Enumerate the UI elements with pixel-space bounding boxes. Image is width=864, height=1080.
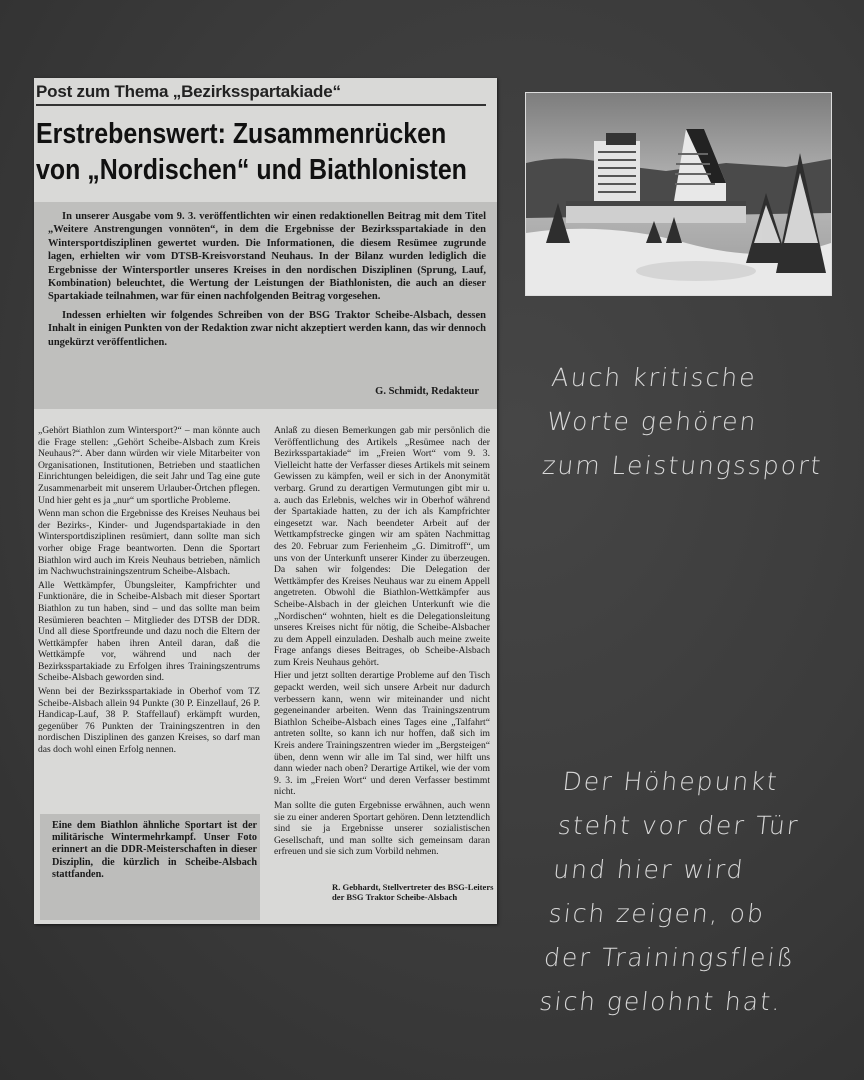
handwritten-note-2 — [537, 760, 864, 1024]
body-paragraph: Wenn man schon die Ergebnisse des Kreises Neuhaus bei der Bezirks-, Kinder- und Jugendspartakiade in den Wintersportdisziplinen resümiert, dann sollte man sich vorher obige Frage beantworten. Denn die Sportart Biathlon wird auch im Kreis Neuhaus betrieben, nämlich im Nachwuchstrainingszentrum Scheibe-Alsbach. — [38, 508, 260, 578]
handwritten-line: Auch kritische — [550, 363, 759, 392]
handwritten-line: der Trainingsfleiß — [542, 943, 797, 972]
body-paragraph: Wenn bei der Bezirksspartakiade in Oberhof vom TZ Scheibe-Alsbach allein 94 Punkte (30 P. Einzellauf, 26 P. Handicap-Lauf, 38 P. Staffellauf) erkämpft wurden, gegenüber 76 Punkten der Trainingszentren in den nordischen Disziplinen des ganzen Kreises, so darf man das doch wohl einen Erfolg nennen. — [38, 686, 260, 756]
handwritten-line: sich zeigen, ob — [547, 899, 767, 928]
article-intro — [48, 210, 486, 354]
handwritten-note-1 — [540, 356, 864, 488]
body-paragraph: Alle Wettkämpfer, Übungsleiter, Kampfrichter und Funktionäre, die in Scheibe-Alsbach mit dieser Sportart Biathlon zu tun haben, sind – und das sollte man beim Resümieren beachten – Mitglieder des DTSB der DDR. Und all diese Sportfreunde und dazu noch die Eltern der Wettkämpfer haben ihren Anteil daran, daß die Wettkämpfe vor, während und nach der Bezirksspartakiade zu Erfolgen ihres Trainingszentrums Scheibe-Alsbach geworden sind. — [38, 579, 260, 684]
article-column-right — [274, 425, 490, 860]
headline-line-2: von „Nordischen“ und Biathlonisten — [36, 154, 467, 186]
headline-line-1: Erstrebenswert: Zusammenrücken — [36, 118, 447, 150]
handwritten-line: zum Leistungssport — [540, 451, 824, 480]
intro-paragraph: In unserer Ausgabe vom 9. 3. veröffentlichten wir einen redaktionellen Beitrag mit dem Titel „Weitere Anstrengungen vonnöten“, in dem die Ergebnisse der Bezirksspartakiade in den Wintersportdisziplinen gewertet wurden. Die Informationen, die diesem Resümee zugrunde lagen, erhielten wir vom DTSB-Kreisvorstand Neuhaus. In der Bilanz wurden lediglich die Ergebnisse der Wintersportler unseres Kreises in den nordischen Disziplinen (Sprung, Lauf, Kombination) beleuchtet, die Wertung der Leistungen der Biathlonisten, die auch an dieser Spartakiade teilnahmen, war für einen nachfolgenden Beitrag vorgesehen. — [48, 211, 486, 303]
author-signature: R. Gebhardt, Stellvertreter des BSG-Leiters der BSG Traktor Scheibe-Alsbach — [332, 882, 494, 902]
body-paragraph: Hier und jetzt sollten derartige Probleme auf den Tisch gepackt werden, weil sich unsere Arbeit nur dadurch verbessern kann, wenn wir miteinander und nicht gegeneinander arbeiten. Wenn das Trainingszentrum Biathlon Scheibe-Alsbach eines Tages eine „Talfahrt“ antreten sollte, so kann ich nur hoffen, daß sich im Kreis andere Trainingszentren wieder im „Bergsteigen“ üben, denn wenn wir alle im Tal sind, wer hilft uns dann wieder nach oben? Derartige Artikel, wie der vom 9. 3. im „Freien Wort“ und deren Verfasser bestimmt nicht. — [274, 670, 490, 798]
newspaper-clipping — [34, 78, 497, 924]
handwritten-line: sich gelohnt hat. — [537, 987, 784, 1016]
handwritten-line: und hier wird — [551, 855, 746, 884]
article-headline — [36, 116, 467, 188]
body-paragraph: „Gehört Biathlon zum Wintersport?“ – man könnte auch die Frage stellen: „Gehört Scheibe-Alsbach zum Kreis Neuhaus?“. Aber dann würden wir viele Mitarbeiter von Organisationen, Institutionen, Betrieben und staatlichen Einrichtungen beleidigen, die seit Jahr und Tag eine gute Zusammenarbeit mit unserem Urlauber-Örtchen pflegen. Und hier geht es ja „nur“ um sportliche Probleme. — [38, 425, 260, 506]
handwritten-line: Der Höhepunkt — [561, 767, 781, 796]
editor-signature: G. Schmidt, Redakteur — [375, 386, 479, 397]
body-paragraph: Man sollte die guten Ergebnisse erwähnen, auch wenn sie zu einer anderen Sportart gehören. Denn letztendlich sind sie ja Ergebnisse unserer sozialistischen Gesellschaft, und man sollte sich gemeinsam daran erfreuen und sie sich zum Vorbild nehmen. — [274, 800, 490, 858]
body-paragraph: Anlaß zu diesen Bemerkungen gab mir persönlich die Veröffentlichung des Artikels „Resümee nach der Bezirksspartakiade“ im „Freien Wort“ vom 9. 3. Vielleicht hatte der Verfasser dieses Artikels mit seinem Gewissen zu kämpfen, weil er sich in der Anonymität verbarg. Grund zu derartigen Vermutungen gibt mir u. a. auch das Erlebnis, welches wir in Oberhof während der Spartakiade hatten, zu der ich als Kampfrichter eingesetzt war. Nach beendeter Arbeit auf der Wettkampfstrecke gingen wir am späten Nachmittag des 20. Februar zum Ferienheim „G. Dimitroff“, um uns von der Unterkunft unserer Kinder zu überzeugen. Da sahen wir folgendes: Die Delegation der Wettkämpfer des Kreises Neuhaus war zu einem Appell angetreten. Obwohl die Biathlon-Wettkämpfer aus Scheibe-Alsbach in der gleichen Unterkunft wie die „Nordischen“ wohnten, hielt es die Delegationsleitung unseres Kreises nicht für nötig, die Scheibe-Alsbacher zu dem Appell einzuladen. Deshalb auch meine zweite Frage anfangs dieses Beitrages, ob Scheibe-Alsbach zum Kreis Neuhaus gehört. — [274, 425, 490, 668]
handwritten-line: steht vor der Tür — [556, 811, 801, 840]
hotel-photo — [525, 92, 832, 296]
handwritten-line: Worte gehören — [545, 407, 760, 436]
intro-paragraph: Indessen erhielten wir folgendes Schreiben von der BSG Traktor Scheibe-Alsbach, dessen Inhalt in einigen Punkten von der Redaktion zwar nicht akzeptiert werden kann, das wir dennoch ungekürzt veröffentlichen. — [48, 309, 486, 348]
photo-illustration — [526, 93, 831, 295]
kicker-rule — [36, 104, 486, 106]
article-kicker: Post zum Thema „Bezirksspartakiade“ — [36, 82, 341, 101]
article-column-left — [38, 425, 260, 758]
photo-caption: Eine dem Biathlon ähnliche Sportart ist der militärische Wintermehrkampf. Unser Foto erinnert an die DDR-Meisterschaften in dieser Disziplin, die kürzlich in Scheibe-Alsbach stattfanden. — [52, 820, 257, 880]
